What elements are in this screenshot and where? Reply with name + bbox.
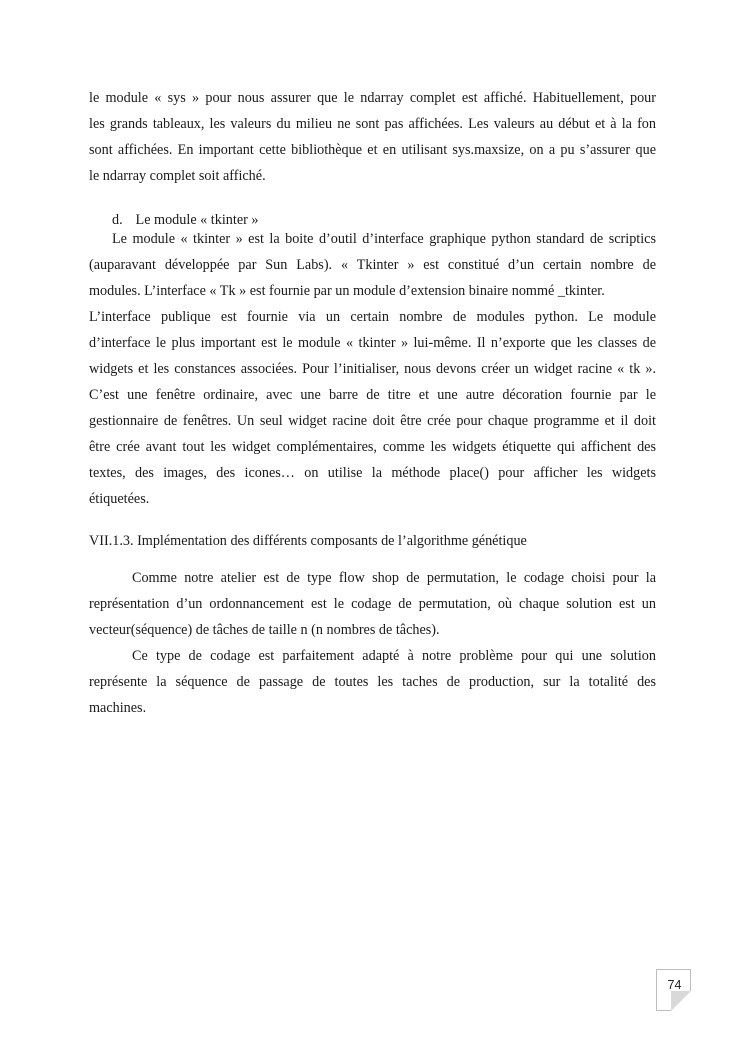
text-line: widgets et les constances associées. Pour l’initialiser, nous devons créer un widget racine « tk ».: [89, 361, 656, 377]
text-line: Ce type de codage est parfaitement adapté à notre problème pour qui une solution: [132, 648, 656, 664]
page-curl-icon: [671, 991, 691, 1011]
text-line: machines.: [89, 700, 147, 716]
text-line: le module « sys » pour nous assurer que le ndarray complet est affiché. Habituellement, pour: [89, 90, 656, 106]
text-line: L’interface publique est fournie via un certain nombre de modules python. Le module: [89, 309, 656, 325]
page-number: 74: [667, 978, 682, 992]
subsection-title: Le module « tkinter »: [135, 212, 259, 228]
paragraph-sys-module: [89, 85, 656, 189]
text-line: textes, des images, des icones… on utilise la méthode place() pour afficher les widgets: [89, 465, 656, 481]
text-line: (auparavant développée par Sun Labs). « Tkinter » est constitué d’un certain nombre de: [89, 257, 656, 273]
text-line: le ndarray complet soit affiché.: [89, 168, 266, 184]
text-line: étiquetées.: [89, 491, 150, 507]
text-line: représentation d’un ordonnancement est le codage de permutation, où chaque solution est un: [89, 596, 656, 612]
text-line: être crée avant tout les widget complémentaires, comme les widgets étiquette qui affichent des: [89, 439, 656, 455]
text-line: gestionnaire de fenêtres. Un seul widget racine doit être crée pour chaque programme et il doit: [89, 413, 656, 429]
text-line: les grands tableaux, les valeurs du milieu ne sont pas affichées. Les valeurs au début et à la fon: [89, 116, 656, 132]
section-heading: VII.1.3. Implémentation des différents composants de l’algorithme génétique: [89, 533, 527, 549]
text-line: sont affichées. En important cette bibliothèque et en utilisant sys.maxsize, on a pu s’assurer que: [89, 142, 656, 158]
text-line: vecteur(séquence) de tâches de taille n (n nombres de tâches).: [89, 622, 440, 638]
paragraph-permutation-coding: [89, 565, 656, 721]
text-line: modules. L’interface « Tk » est fournie par un module d’extension binaire nommé _tkinter.: [89, 283, 605, 299]
text-line: C’est une fenêtre ordinaire, avec une barre de titre et une autre décoration fournie par le: [89, 387, 656, 403]
text-line: représente la séquence de passage de toutes les taches de production, sur la totalité des: [89, 674, 656, 690]
text-line: Comme notre atelier est de type flow shop de permutation, le codage choisi pour la: [132, 570, 656, 586]
text-line: Le module « tkinter » est la boite d’outil d’interface graphique python standard de scriptics: [112, 231, 656, 247]
paragraph-tkinter: [89, 226, 656, 512]
subsection-label: d.: [112, 212, 123, 228]
text-line: d’interface le plus important est le module « tkinter » lui-même. Il n’exporte que les classes de: [89, 335, 656, 351]
page-number-box: [656, 969, 691, 1011]
